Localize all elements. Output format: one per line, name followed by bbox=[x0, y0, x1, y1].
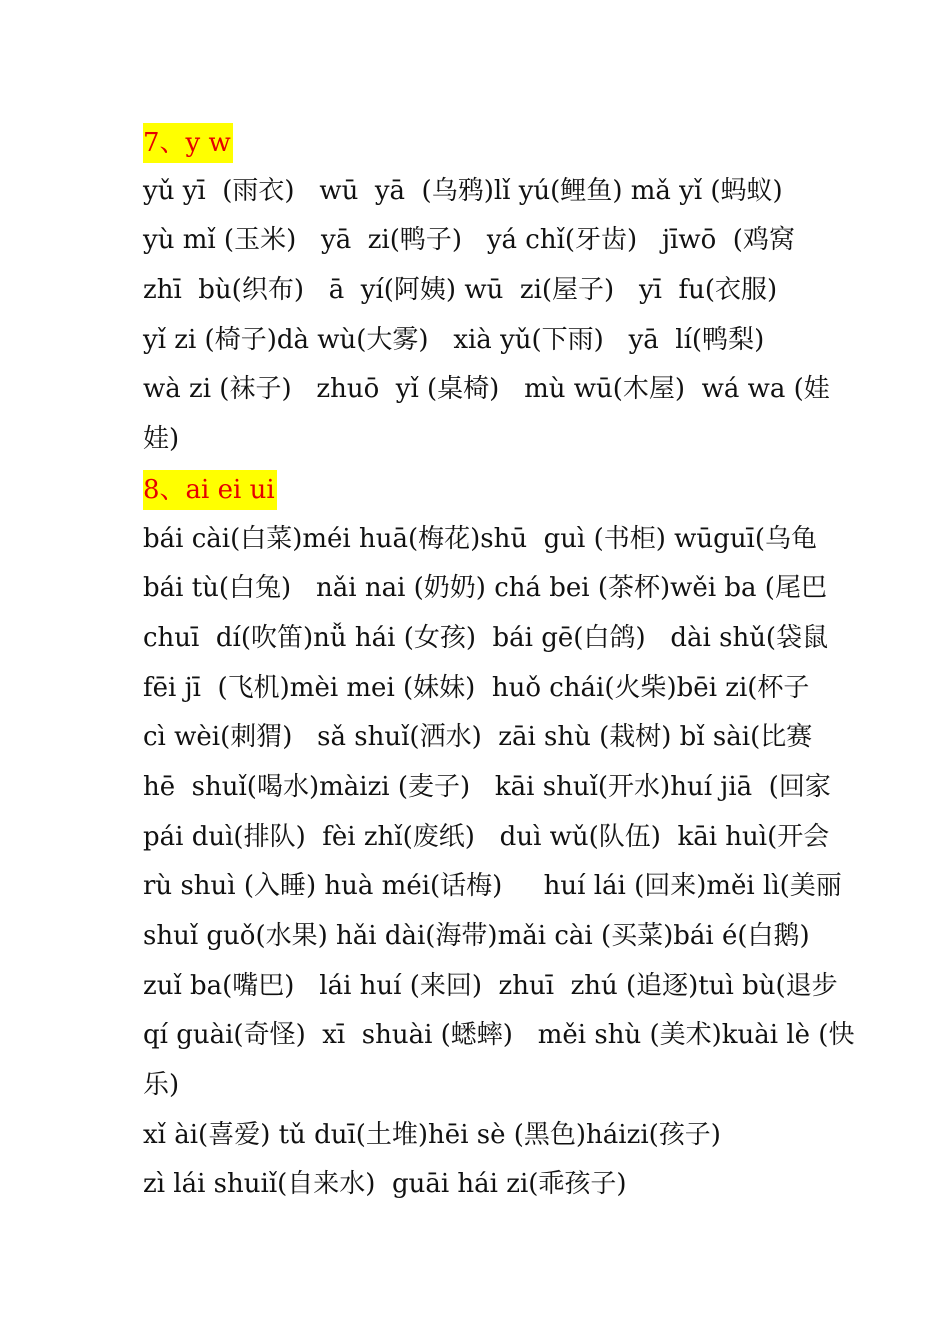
section-8-line: chuī dí(吹笛)nǚ hái (女孩) bái gē(白鸽) dài shǔ(袋鼠 bbox=[143, 622, 829, 653]
section-8-heading: 8、ai ei ui bbox=[143, 470, 277, 510]
section-8-line: zuǐ ba(嘴巴) lái huí (来回) zhuī zhú (追逐)tuì bù(退步 bbox=[143, 970, 838, 1001]
section-7-line: yǔ yī (雨衣) wū yā (乌鸦)lǐ yú(鲤鱼) mǎ yǐ (蚂蚁) bbox=[143, 175, 783, 206]
section-8-line: 乐) bbox=[143, 1070, 180, 1101]
section-7-line: 娃) bbox=[143, 424, 180, 455]
section-8-line: rù shuì (入睡) huà méi(话梅) huí lái (回来)měi lì(美丽 bbox=[143, 871, 842, 902]
section-8-line: shuǐ guǒ(水果) hǎi dài(海带)mǎi cài (买菜)bái é(白鹅) bbox=[143, 921, 810, 951]
section-8-line: fēi jī (飞机)mèi mei (妹妹) huǒ chái(火柴)bēi zi(杯子 bbox=[143, 672, 810, 703]
section-8-heading-row bbox=[143, 465, 823, 515]
section-8-line: qí guài(奇怪) xī shuài (蟋蟀) měi shù (美术)kuài lè (快 bbox=[143, 1020, 855, 1051]
section-8-line: pái duì(排队) fèi zhǐ(废纸) duì wǔ(队伍) kāi huì(开会 bbox=[143, 821, 830, 852]
section-8-line: hē shuǐ(喝水)màizi (麦子) kāi shuǐ(开水)huí jiā (回家 bbox=[143, 771, 831, 802]
section-8-line: bái cài(白菜)méi huā(梅花)shū guì (书柜) wūguī(乌龟 bbox=[143, 523, 818, 554]
section-8-line: cì wèi(刺猬) sǎ shuǐ(洒水) zāi shù (栽树) bǐ sài(比赛 bbox=[143, 722, 813, 753]
section-7-line: yù mǐ (玉米) yā zi(鸭子) yá chǐ(牙齿) jīwō (鸡窝 bbox=[143, 225, 795, 256]
section-7-heading: 7、y w bbox=[143, 123, 233, 163]
section-8-line: zì lái shuiǐ(自来水) guāi hái zi(乖孩子) bbox=[143, 1169, 627, 1200]
section-7-line: wà zi (袜子) zhuō yǐ (桌椅) mù wū(木屋) wá wa (娃 bbox=[143, 374, 830, 405]
section-7-line: zhī bù(织布) ā yí(阿姨) wū zi(屋子) yī fu(衣服) bbox=[143, 275, 778, 306]
section-8-line: xǐ ài(喜爱) tǔ duī(土堆)hēi sè (黑色)háizi(孩子) bbox=[143, 1119, 721, 1150]
section-7-line: yǐ zi (椅子)dà wù(大雾) xià yǔ(下雨) yā lí(鸭梨) bbox=[143, 324, 765, 355]
section-8-line: bái tù(白兔) nǎi nai (奶奶) chá bei (茶杯)wěi ba (尾巴 bbox=[143, 573, 827, 604]
document-content bbox=[143, 117, 855, 1210]
section-7-heading-row bbox=[143, 117, 823, 167]
